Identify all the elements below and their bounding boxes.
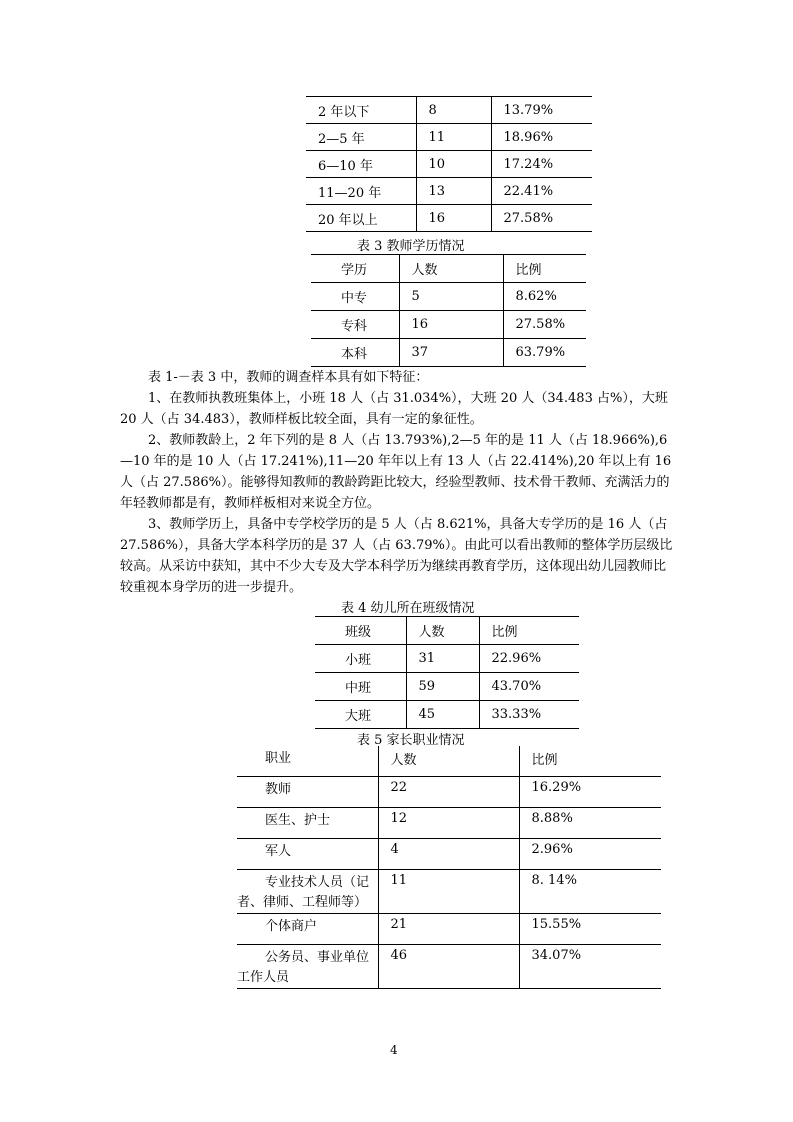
table-cell: 8 xyxy=(416,97,491,124)
teaching-years-table xyxy=(306,96,592,232)
table-cell: 4 xyxy=(378,839,519,870)
table-cell: 45 xyxy=(406,701,479,729)
table-row xyxy=(315,645,579,673)
table-cell: 16.29% xyxy=(519,777,661,808)
table-cell: 10 xyxy=(416,151,491,178)
table-cell: 11—20 年 xyxy=(318,185,382,201)
table-cell: 公务员、事业单位工作人员 xyxy=(237,950,370,985)
table-cell: 大班 xyxy=(345,709,372,724)
table-cell: 59 xyxy=(406,673,479,701)
table-cell: 27.58% xyxy=(491,205,592,232)
table-cell: 中专 xyxy=(341,291,368,306)
table-cell: 教师 xyxy=(265,782,292,797)
table-row xyxy=(311,283,586,311)
table-cell: 31 xyxy=(406,645,479,673)
table-cell: 17.24% xyxy=(491,151,592,178)
table-cell: 2.96% xyxy=(519,839,661,870)
table-cell: 43.70% xyxy=(479,673,579,701)
table-cell: 13.79% xyxy=(491,97,592,124)
table-row xyxy=(315,673,579,701)
table-cell: 22.96% xyxy=(479,645,579,673)
paragraph-1: 1、在教师执教班集体上，小班 18 人（占 31.034%），大班 20 人（34.483 占%），大班 20 人（占 34.483），教师样板比较全面，具有一定的象征性。 xyxy=(120,391,668,427)
table-row xyxy=(306,178,592,205)
table-row xyxy=(315,701,579,729)
table-row xyxy=(306,97,592,124)
analysis-text xyxy=(120,367,678,598)
table-header-row xyxy=(237,746,661,777)
table-cell: 22 xyxy=(378,777,519,808)
table-row xyxy=(306,124,592,151)
table-cell: 46 xyxy=(378,945,519,989)
paragraph-2: 2、教师教龄上，2 年下列的是 8 人（占 13.793%),2—5 年的是 11 人（占 18.966%),6—10 年的是 10 人（占 17.241%),11—20 年年以上有 13 人（占 22.414%),20 年以上有 16 人（占 27.586%）。能够得知教师的教龄跨距比较大，经验型教师、技术骨干教师、充满活力的年轻教师都是有，教师样板相对来说全方位。 xyxy=(120,433,672,511)
table-cell: 2—5 年 xyxy=(318,131,365,147)
header-cell: 人数 xyxy=(399,255,503,283)
table-cell: 军人 xyxy=(265,844,292,859)
occupation-table xyxy=(237,746,661,989)
table-cell: 63.79% xyxy=(503,339,586,367)
header-cell: 职业 xyxy=(265,751,292,766)
table-cell: 15.55% xyxy=(519,914,661,945)
table-row xyxy=(237,839,661,870)
header-cell: 人数 xyxy=(378,746,519,777)
table-row xyxy=(311,311,586,339)
table-cell: 11 xyxy=(378,870,519,914)
table-header-row xyxy=(311,255,586,283)
header-cell: 比例 xyxy=(479,617,579,645)
table-cell: 2 年以下 xyxy=(318,104,370,120)
table-cell: 5 xyxy=(399,283,503,311)
table-cell: 21 xyxy=(378,914,519,945)
table-cell: 18.96% xyxy=(491,124,592,151)
table-cell: 20 年以上 xyxy=(318,212,378,228)
intro-paragraph: 表 1-－表 3 中，教师的调查样本具有如下特征： xyxy=(148,370,429,385)
table-cell: 34.07% xyxy=(519,945,661,989)
table-cell: 个体商户 xyxy=(265,919,318,934)
table5-caption: 表 5 家长职业情况 xyxy=(357,733,465,748)
table4-caption: 表 4 幼儿所在班级情况 xyxy=(341,601,475,616)
table-cell: 8.62% xyxy=(503,283,586,311)
table3-caption: 表 3 教师学历情况 xyxy=(357,239,465,254)
table-cell: 医生、护士 xyxy=(265,813,331,828)
table-cell: 12 xyxy=(378,808,519,839)
header-cell: 学历 xyxy=(341,263,368,278)
table-row xyxy=(306,205,592,232)
table-cell: 27.58% xyxy=(503,311,586,339)
paragraph-3: 3、教师学历上，具备中专学校学历的是 5 人（占 8.621%，具备大专学历的是 16 人（占 27.586%），具备大学本科学历的是 37 人（占 63.79%）。由此可以看出教师的整体学历层级比较高。从采访中获知，其中不少大专及大学本科学历为继续再教育学历，这体现出幼儿园教师比较重视本身学历的进一步提升。 xyxy=(120,517,673,595)
table-cell: 专业技术人员（记者、律师、工程师等） xyxy=(237,875,370,910)
table-cell: 16 xyxy=(399,311,503,339)
table-cell: 16 xyxy=(416,205,491,232)
header-cell: 比例 xyxy=(503,255,586,283)
class-table xyxy=(315,616,579,729)
table-cell: 中班 xyxy=(345,681,372,696)
table-row xyxy=(237,914,661,945)
header-cell: 比例 xyxy=(519,746,661,777)
table-row xyxy=(237,870,661,914)
table-cell: 13 xyxy=(416,178,491,205)
table-row xyxy=(237,777,661,808)
table-cell: 本科 xyxy=(341,347,368,362)
table-row xyxy=(237,945,661,989)
table-row xyxy=(311,339,586,367)
table-cell: 6—10 年 xyxy=(318,158,373,174)
table-cell: 8.88% xyxy=(519,808,661,839)
table-cell: 37 xyxy=(399,339,503,367)
table-cell: 11 xyxy=(416,124,491,151)
table-cell: 33.33% xyxy=(479,701,579,729)
table-row xyxy=(306,151,592,178)
table-cell: 22.41% xyxy=(491,178,592,205)
table-row xyxy=(237,808,661,839)
education-table xyxy=(311,254,586,367)
header-cell: 人数 xyxy=(406,617,479,645)
table-cell: 小班 xyxy=(345,653,372,668)
page-number: 4 xyxy=(390,1043,398,1057)
table-cell: 专科 xyxy=(341,319,368,334)
header-cell: 班级 xyxy=(345,625,372,640)
table-header-row xyxy=(315,617,579,645)
table-cell: 8. 14% xyxy=(519,870,661,914)
